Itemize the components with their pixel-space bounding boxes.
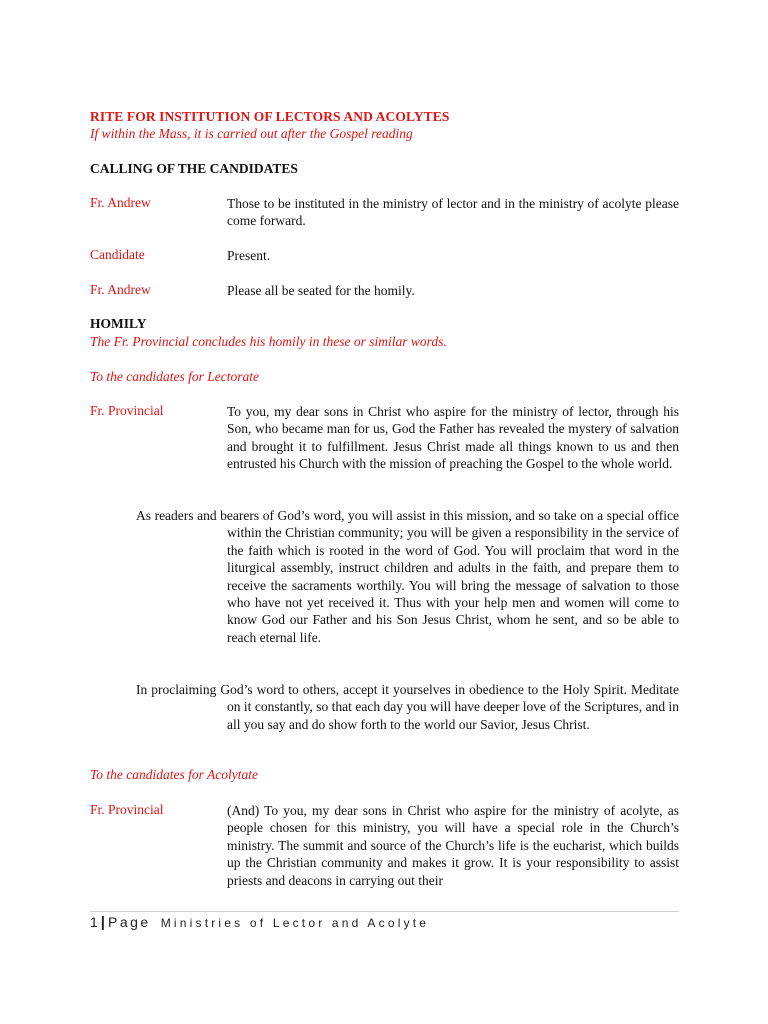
lectorate-paragraph-1: To you, my dear sons in Christ who aspire for the ministry of lector, through his Son, who became man for us, God the Father has revealed the mystery of salvation and brought it to fulfillment. Jesus Christ made all things known to us and then entrusted his Church with the mission of preaching the Gospel to the whole world.: [227, 404, 679, 472]
speaker-label: Fr. Andrew: [90, 195, 151, 210]
document-title: RITE FOR INSTITUTION OF LECTORS AND ACOLYTES: [90, 109, 450, 124]
rubric-intro: If within the Mass, it is carried out after the Gospel reading: [90, 126, 413, 141]
speaker-label: Fr. Andrew: [90, 282, 151, 297]
page-number: 1: [90, 914, 98, 930]
page-footer: [90, 914, 429, 932]
speaker-label: Candidate: [90, 247, 145, 262]
footer-divider: [90, 911, 679, 912]
dialogue-text: Present.: [227, 248, 271, 263]
lectorate-paragraph-2: As readers and bearers of God’s word, you will assist in this mission, and so take on a special office within the Christian community; you will be given a responsibility in the service of the faith which is rooted in the word of God. You will proclaim that word in the liturgical assembly, instruct children and adults in the faith, and prepare them to receive the sacraments worthily. You will bring the message of salvation to those who have not yet received it. Thus with your help men and women will come to know God our Father and his Son Jesus Christ, whom he sent, and so be able to reach eternal life.: [136, 508, 679, 645]
page-label: Page: [108, 914, 151, 930]
dialogue-text: Those to be instituted in the ministry of lector and in the ministry of acolyte please come forward.: [227, 196, 679, 229]
homily-heading: HOMILY: [90, 316, 147, 331]
footer-separator: |: [100, 914, 105, 931]
lectorate-heading: To the candidates for Lectorate: [90, 369, 259, 384]
acolytate-heading: To the candidates for Acolytate: [90, 767, 258, 782]
acolytate-paragraph-1: (And) To you, my dear sons in Christ who aspire for the ministry of acolyte, as people chosen for this ministry, you will have a special role in the Church’s ministry. The summit and source of the Church’s life is the eucharist, which builds up the Christian community and makes it grow. It is your responsibility to assist priests and deacons in carrying out their: [227, 803, 679, 888]
dialogue-text: Please all be seated for the homily.: [227, 283, 415, 298]
homily-rubric: The Fr. Provincial concludes his homily in these or similar words.: [90, 334, 447, 349]
lectorate-paragraph-3: In proclaiming God’s word to others, accept it yourselves in obedience to the Holy Spirit. Meditate on it constantly, so that each day you will have deeper love of the Scriptures, and in all you say and do show forth to the world our Savior, Jesus Christ.: [136, 682, 679, 732]
calling-heading: CALLING OF THE CANDIDATES: [90, 161, 298, 176]
speaker-label: Fr. Provincial: [90, 403, 164, 418]
document-name: Ministries of Lector and Acolyte: [160, 916, 430, 930]
speaker-label: Fr. Provincial: [90, 802, 164, 817]
